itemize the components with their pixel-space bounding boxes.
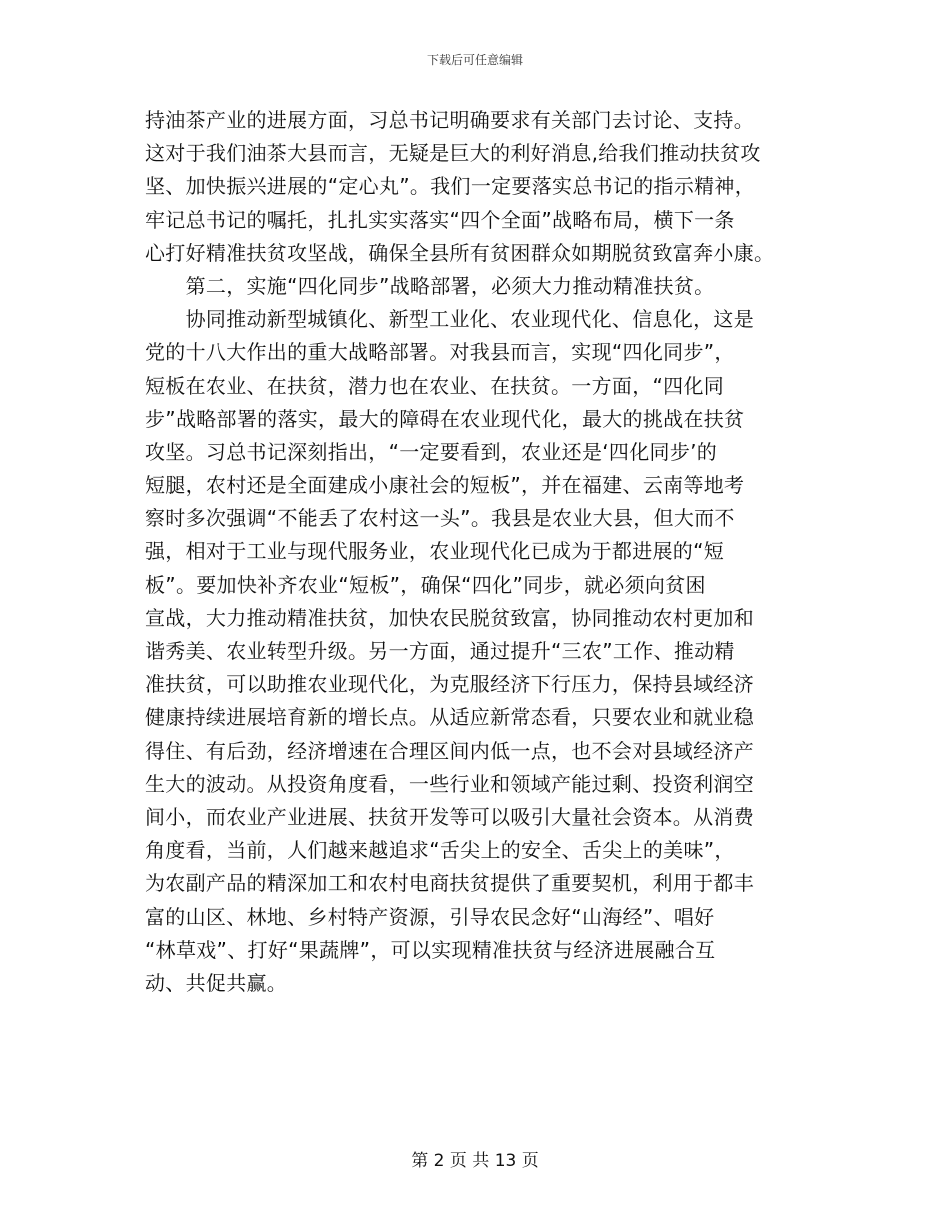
page-header: 下载后可任意编辑 [426,53,523,67]
text-line: 健康持续进展培育新的增长点。从适应新常态看，只要农业和就业稳 [145,705,754,730]
text-line: “林草戏”、打好“果蔬牌”，可以实现精准扶贫与经济进展融合互 [145,937,716,962]
text-line: 强，相对于工业与现代服务业，农业现代化已成为于都进展的“短 [145,539,725,564]
text-line: 生大的波动。从投资角度看，一些行业和领域产能过剩、投资利润空 [145,771,754,796]
body-text [145,104,810,1000]
text-line: 板”。要加快补齐农业“短板”，确保“四化”同步，就必须向贫困 [145,572,706,597]
page-number: 第 2 页 共 13 页 [411,1151,539,1171]
text-line: 心打好精准扶贫攻坚战，确保全县所有贫困群众如期脱贫致富奔小康。 [145,240,775,265]
text-line: 坚、加快振兴进展的“定心丸”。我们一定要落实总书记的指示精神， [145,174,756,199]
text-line: 牢记总书记的嘱托，扎扎实实落实“四个全面”战略布局，横下一条 [145,207,735,232]
text-line: 攻坚。习总书记深刻指出，“一定要看到，农业还是‘四化同步’的 [145,439,718,464]
text-line: 持油茶产业的进展方面，习总书记明确要求有关部门去讨论、支持。 [145,108,754,132]
text-line: 为农副产品的精深加工和农村电商扶贫提供了重要契机，利用于都丰 [145,871,754,896]
text-line: 这对于我们油茶大县而言，无疑是巨大的利好消息,给我们推动扶贫攻 [145,141,761,166]
text-line: 富的山区、林地、乡村特产资源，引导农民念好“山海经”、唱好 [145,904,715,929]
text-line: 准扶贫，可以助推农业现代化，为克服经济下行压力，保持县域经济 [145,672,754,697]
section-heading: 第二，实施“四化同步”战略部署，必须大力推动精准扶贫。 [145,273,715,298]
text-line: 得住、有后劲，经济增速在合理区间内低一点，也不会对县域经济产 [145,738,754,763]
text-line: 察时多次强调“不能丢了农村这一头”。我县是农业大县，但大而不 [145,506,735,531]
text-line: 步”战略部署的落实，最大的障碍在农业现代化，最大的挑战在扶贫 [145,406,745,431]
text-line: 党的十八大作出的重大战略部署。对我县而言，实现“四化同步”， [145,340,735,365]
text-line: 角度看，当前，人们越来越追求“舌尖上的安全、舌尖上的美味”， [145,838,735,863]
text-line: 动、共促共赢。 [145,970,288,995]
text-line: 谐秀美、农业转型升级。另一方面，通过提升“三农”工作、推动精 [145,639,735,663]
text-line: 短腿，农村还是全面建成小康社会的短板”，并在福建、云南等地考 [145,473,745,498]
text-line: 短板在农业、在扶贫，潜力也在农业、在扶贫。一方面，“四化同 [145,373,725,398]
text-line: 协同推动新型城镇化、新型工业化、农业现代化、信息化，这是 [145,307,754,332]
text-line: 间小，而农业产业进展、扶贫开发等可以吸引大量社会资本。从消费 [145,804,754,829]
text-line: 宣战，大力推动精准扶贫，加快农民脱贫致富，协同推动农村更加和 [145,605,754,630]
